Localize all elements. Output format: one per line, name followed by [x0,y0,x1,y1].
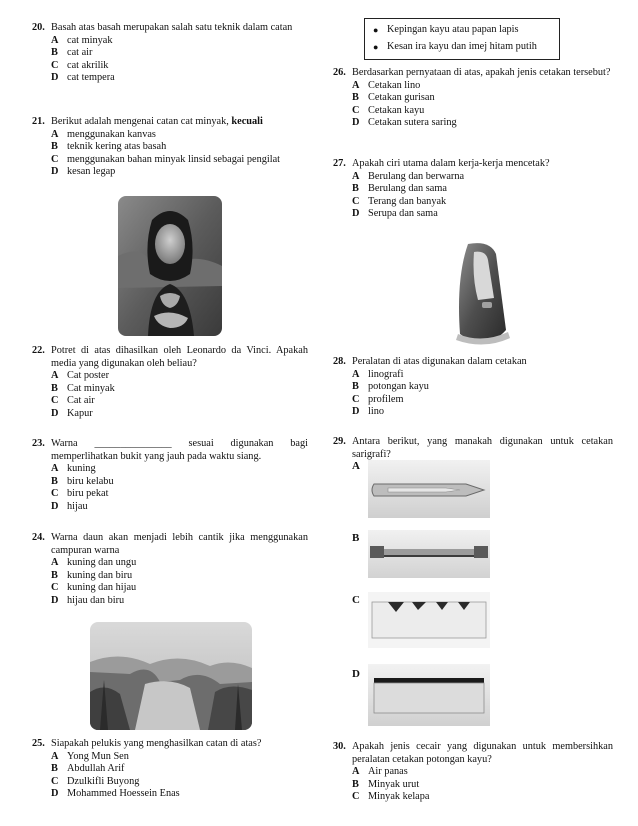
option-a[interactable]: A Berulang dan berwarna [352,170,465,182]
question-21 [32,116,308,179]
question-number: 26. [333,67,346,78]
option-c[interactable]: C profilem [352,393,404,405]
question-24 [32,532,308,608]
option-c[interactable]: C Cetakan kayu [352,104,425,116]
question-number: 23. [32,438,45,449]
option-c[interactable]: C cat akrilik [51,59,109,71]
question-text: Apakah ciri utama dalam kerja-kerja mencetak? [352,158,550,169]
option-a[interactable]: A Yong Mun Sen [51,750,129,762]
option-c[interactable]: C Cat air [51,395,95,407]
option-a-label: A [352,460,360,472]
bullet-icon: ● [373,42,379,53]
question-text: Antara berikut, yang manakah digunakan untuk cetakan sarigrafi? [352,436,613,460]
question-text: Siapakah pelukis yang menghasilkan catan di atas? [51,738,262,749]
option-c[interactable]: C Terang dan banyak [352,195,447,207]
question-27 [333,158,613,221]
question-22 [32,345,308,421]
question-number: 20. [32,22,45,33]
option-d-tool-image[interactable] [368,664,490,726]
option-d[interactable]: D lino [352,406,385,418]
mona-lisa-portrait-image [118,196,222,336]
question-26 [333,67,613,130]
question-number: 28. [333,356,346,367]
question-number: 24. [32,532,45,543]
option-b[interactable]: B teknik kering atas basah [51,141,167,153]
option-b-label: B [352,532,360,544]
iron-image [438,238,520,348]
question-text: Potret di atas dihasilkan oleh Leonardo da Vinci. Apakah media yang digunakan oleh beliau? [51,345,308,369]
option-b[interactable]: B Cetakan gurisan [352,92,435,104]
option-b-tool-image[interactable] [368,530,490,578]
option-c[interactable]: C kuning dan hijau [51,582,137,594]
option-a[interactable]: A linografi [352,368,404,380]
option-d-label: D [352,668,360,680]
option-a[interactable]: A kuning dan ungu [51,557,137,569]
option-a[interactable]: A Air panas [352,766,408,778]
question-text: Berdasarkan pernyataan di atas, apakah jenis cetakan tersebut? [352,67,611,78]
option-d[interactable]: D Kapur [51,407,93,419]
question-29 [333,436,613,461]
option-b[interactable]: B Minyak urut [352,778,420,790]
option-d[interactable]: D kesan legap [51,166,116,178]
question-25 [32,738,308,801]
question-23 [32,438,308,514]
question-text: Warna daun akan menjadi lebih cantik jika menggunakan campuran warna [51,532,308,556]
option-b[interactable]: B biru kelabu [51,475,114,487]
question-number: 22. [32,345,45,356]
option-a[interactable]: A menggunakan kanvas [51,128,156,140]
question-text: Peralatan di atas digunakan dalam cetakan [352,356,527,367]
landscape-painting-image [90,622,252,730]
question-20 [32,22,308,85]
option-a-tool-image[interactable] [368,460,490,518]
question-number: 30. [333,741,346,752]
option-d[interactable]: D Cetakan sutera saring [352,117,457,129]
statement-item: ● Kesan ira kayu dan imej hitam putih [373,41,537,53]
option-b[interactable]: B potongan kayu [352,381,429,393]
option-c[interactable]: C menggunakan bahan minyak linsid sebagai pengilat [51,153,281,165]
option-a[interactable]: A kuning [51,463,96,475]
option-a[interactable]: A cat minyak [51,34,113,46]
question-text: Warna _______________ sesuai digunakan bagi memperlihatkan bukit yang jauh pada waktu siang. [51,438,308,462]
option-b[interactable]: B Cat minyak [51,382,115,394]
question-28 [333,356,613,419]
question-30 [333,741,613,804]
question-number: 25. [32,738,45,749]
option-c-tool-image[interactable] [368,592,490,648]
question-number: 21. [32,116,45,127]
option-d[interactable]: D Mohammed Hoessein Enas [51,788,180,800]
option-b[interactable]: B Abdullah Arif [51,763,125,775]
option-d[interactable]: D hijau [51,500,88,512]
option-b[interactable]: B kuning dan biru [51,569,133,581]
question-text: Berikut adalah mengenai catan cat minyak, kecuali [51,116,263,127]
option-b[interactable]: B cat air [51,47,93,59]
statement-box [364,18,560,60]
bullet-icon: ● [373,25,379,36]
option-d[interactable]: D hijau dan biru [51,594,125,606]
option-c[interactable]: C Minyak kelapa [352,791,430,803]
option-a[interactable]: A Cat poster [51,370,110,382]
option-a[interactable]: A Cetakan lino [352,79,421,91]
option-c[interactable]: C biru pekat [51,488,109,500]
question-number: 27. [333,158,346,169]
question-number: 29. [333,436,346,447]
option-c[interactable]: C Dzulkifli Buyong [51,775,140,787]
statement-item: ● Kepingan kayu atau papan lapis [373,24,519,36]
option-d[interactable]: D Serupa dan sama [352,208,438,220]
option-d[interactable]: D cat tempera [51,72,115,84]
option-c-label: C [352,594,360,606]
question-text: Apakah jenis cecair yang digunakan untuk membersihkan peralatan cetakan potongan kayu? [352,741,613,765]
option-b[interactable]: B Berulang dan sama [352,183,447,195]
question-text: Basah atas basah merupakan salah satu teknik dalam catan [51,22,293,33]
